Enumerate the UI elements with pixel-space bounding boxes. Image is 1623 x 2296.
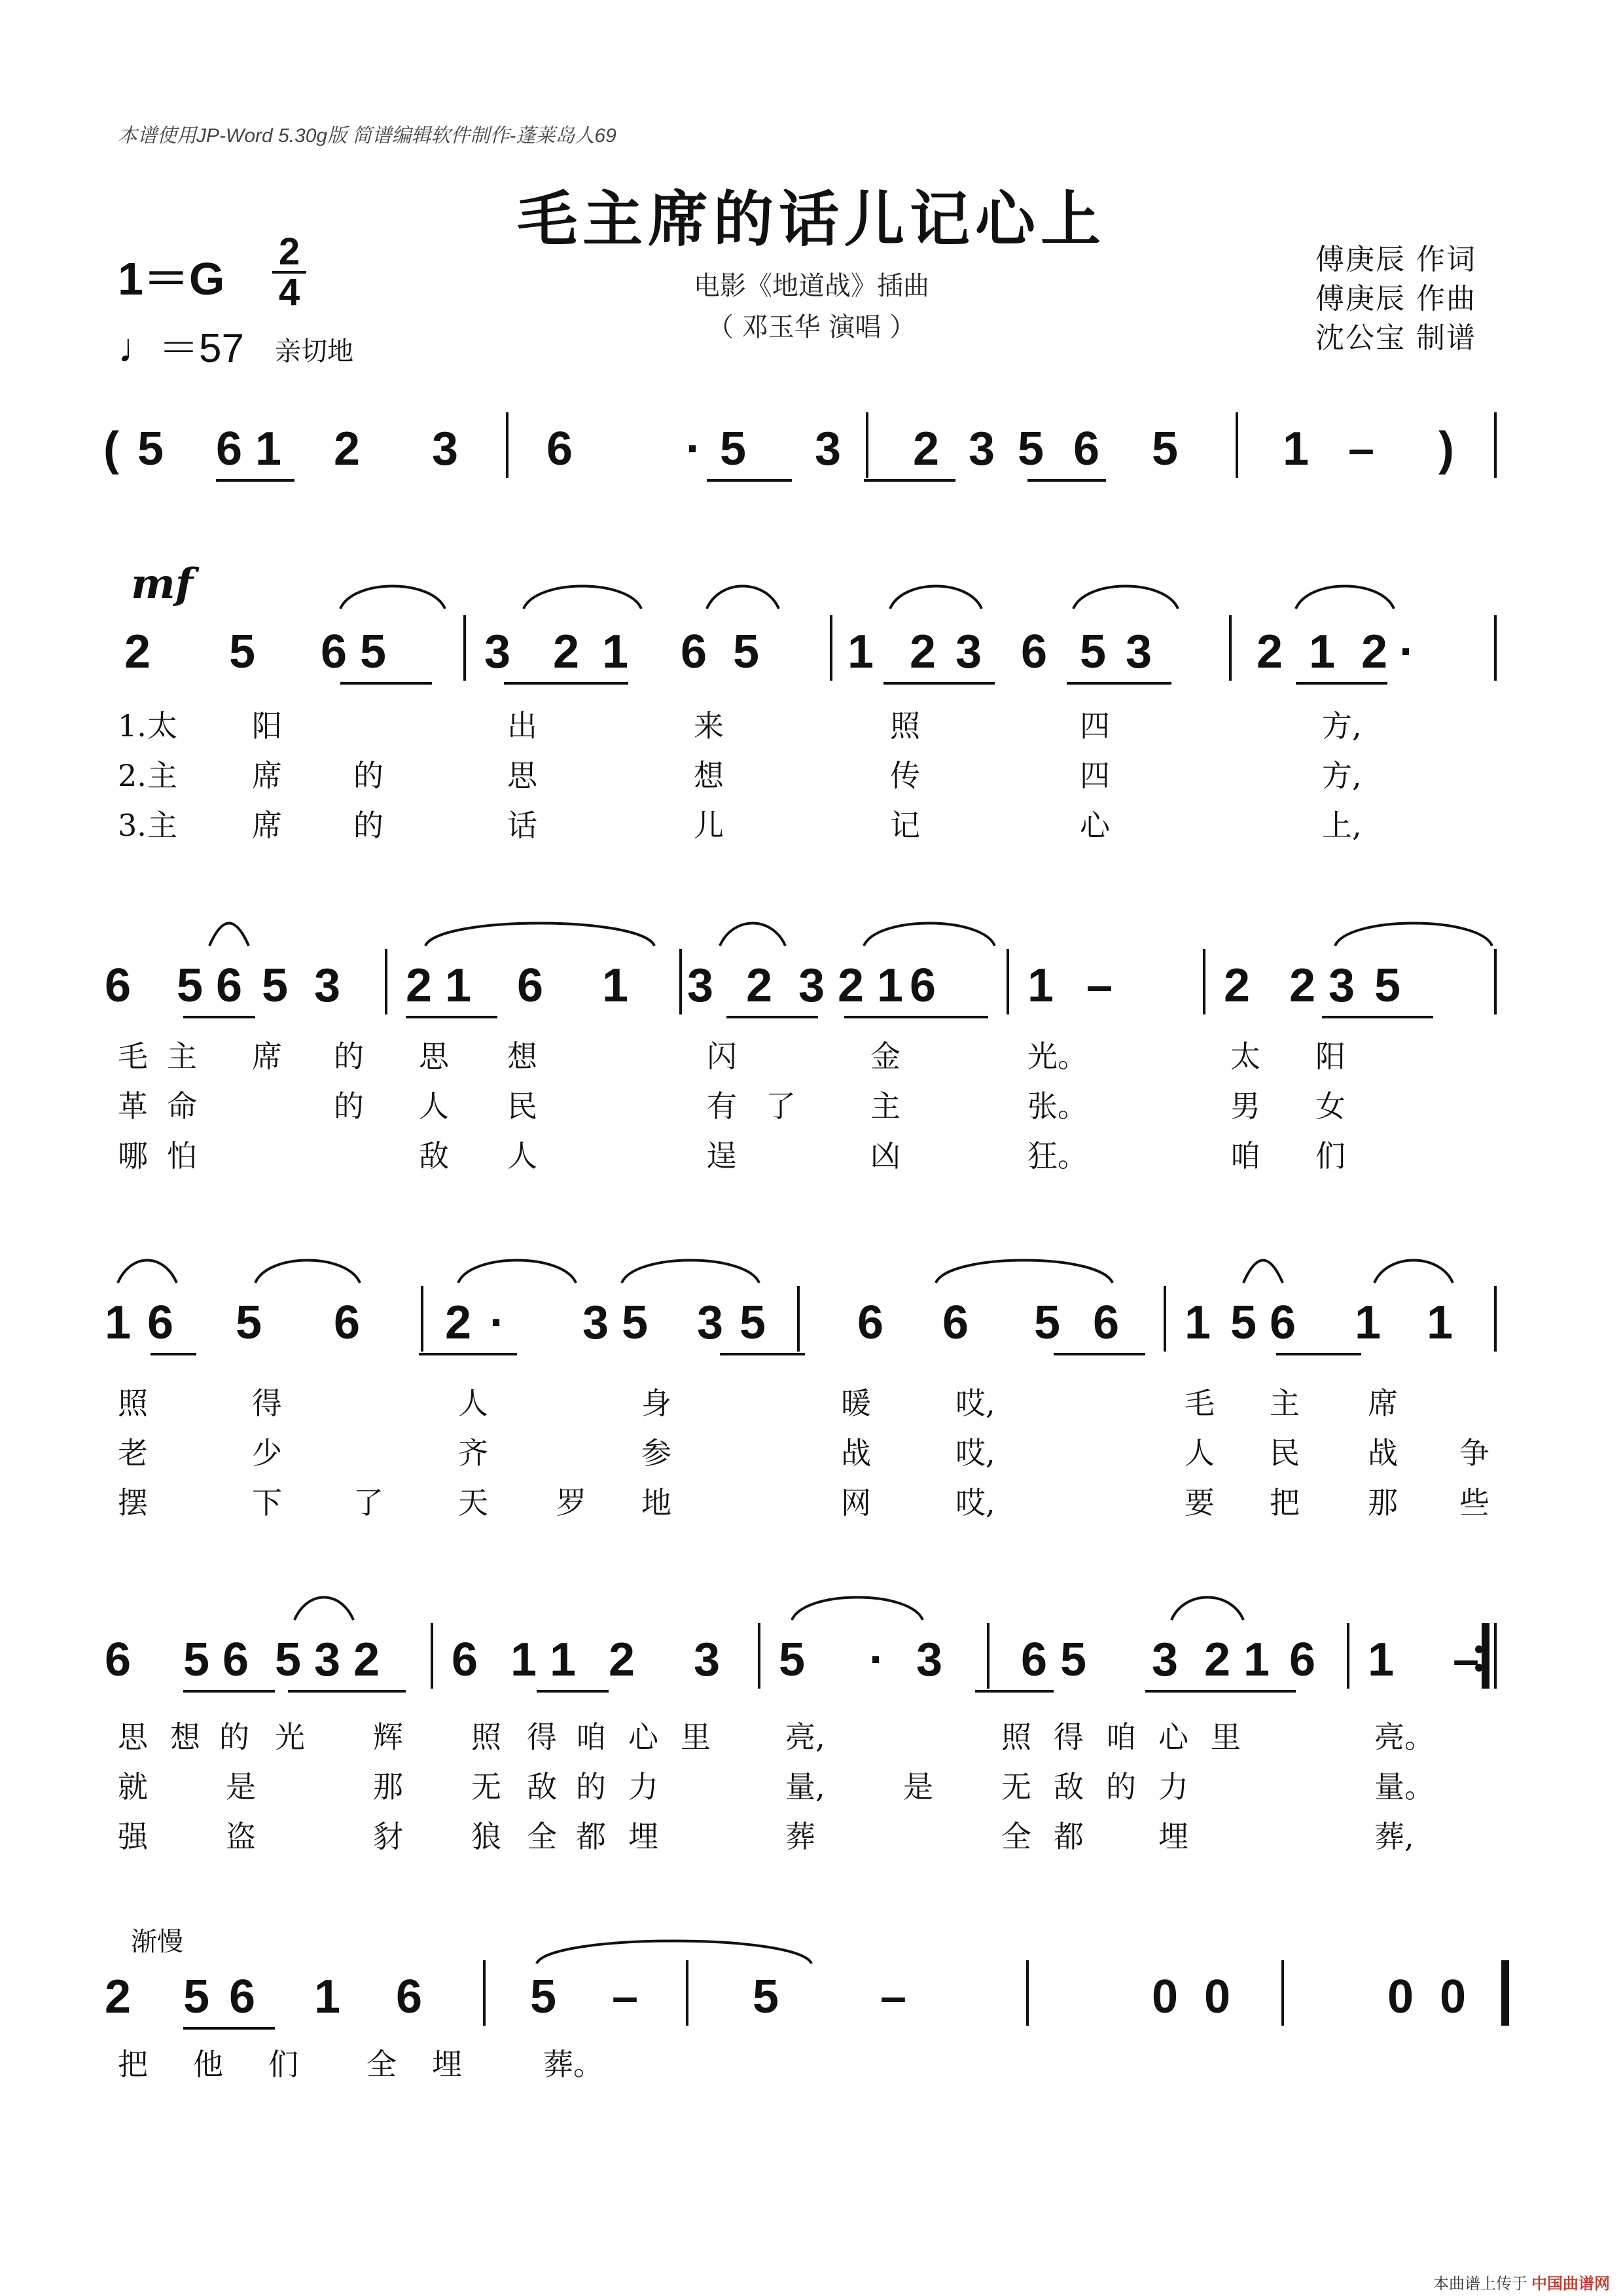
- note: 0: [1439, 1971, 1467, 2023]
- lyric-syllable: 摆: [118, 1485, 148, 1520]
- lyric-syllable: 太: [1230, 1039, 1260, 1074]
- lyric-syllable: 心: [1158, 1719, 1188, 1755]
- note: 0: [1204, 1971, 1231, 2023]
- lyric-syllable: 葬,: [1374, 1819, 1414, 1854]
- note: 5: [719, 423, 747, 475]
- lyric-syllable: 出: [507, 708, 537, 744]
- lyric-syllable: 光。: [1027, 1039, 1088, 1074]
- note: 6: [546, 423, 573, 475]
- lyric-syllable: 有: [707, 1088, 737, 1124]
- lyric-syllable: 四: [1080, 708, 1110, 744]
- note: 3: [1151, 1634, 1179, 1686]
- lyric-syllable: 闪: [707, 1039, 737, 1074]
- note: 3: [955, 626, 982, 678]
- footer-site: 中国曲谱网: [1531, 2274, 1610, 2293]
- note: 2: [333, 423, 361, 475]
- note: 0: [1151, 1971, 1179, 2023]
- note: 6: [215, 960, 243, 1012]
- slur: [294, 1598, 353, 1621]
- lyric-syllable: 的: [334, 1039, 364, 1074]
- dash-extension: –: [880, 1971, 907, 2023]
- lyric-syllable: 的: [334, 1088, 364, 1124]
- slur: [425, 924, 654, 946]
- lyric-syllable: 民: [507, 1088, 537, 1124]
- lyric-syllable: 1.: [118, 708, 147, 744]
- note: 6: [909, 960, 936, 1012]
- lyric-syllable: 想: [170, 1719, 200, 1755]
- note: 5: [1151, 423, 1179, 475]
- note: 6: [228, 1971, 256, 2023]
- note: ): [1438, 423, 1454, 475]
- slur: [1374, 1261, 1453, 1283]
- slur: [792, 1598, 923, 1621]
- lyric-syllable: 争: [1459, 1435, 1489, 1471]
- lyric-syllable: 照: [890, 708, 920, 744]
- note: 2: [1361, 626, 1388, 678]
- note: 5: [1374, 960, 1401, 1012]
- note: 5: [621, 1297, 649, 1349]
- lyric-syllable: 咱: [1106, 1719, 1136, 1755]
- note: 2: [444, 1297, 472, 1349]
- lyric-syllable: 阳: [252, 708, 282, 744]
- note: 2: [405, 960, 433, 1012]
- note: 5: [261, 960, 289, 1012]
- lyric-syllable: 暖: [841, 1386, 871, 1421]
- note: 1: [601, 960, 629, 1012]
- slur: [864, 924, 995, 946]
- note: 6: [395, 1971, 423, 2023]
- footer-credit: [1433, 2270, 1610, 2293]
- note: 2: [1223, 960, 1251, 1012]
- note: 3: [687, 960, 714, 1012]
- lyric-syllable: 的: [219, 1719, 249, 1755]
- note: 5: [228, 626, 256, 678]
- note: 6: [320, 626, 348, 678]
- note: 1: [444, 960, 472, 1012]
- lyric-syllable: 方,: [1322, 708, 1362, 744]
- augmentation-dot: ·: [869, 1634, 885, 1686]
- note: 6: [222, 1634, 249, 1686]
- lyric-syllable: 们: [1315, 1138, 1346, 1174]
- transcriber-credit: 沈公宝 制谱: [1315, 321, 1476, 355]
- lyric-syllable: 都: [576, 1819, 606, 1854]
- note: (: [103, 423, 119, 475]
- composer-credit: 傅庚辰 作曲: [1315, 282, 1476, 315]
- note: 2: [909, 626, 936, 678]
- lyric-syllable: 毛: [118, 1039, 148, 1074]
- augmentation-dot: ·: [686, 423, 702, 475]
- note: 5: [529, 1971, 557, 2023]
- note: 5: [359, 626, 387, 678]
- note: 1: [255, 423, 282, 475]
- note: 1: [847, 626, 874, 678]
- note: 1: [313, 1971, 341, 2023]
- note: 2: [912, 423, 940, 475]
- lyric-syllable: 地: [641, 1485, 671, 1520]
- lyric-syllable: 3.: [118, 808, 147, 843]
- note: 1: [1184, 1297, 1211, 1349]
- lyric-syllable: 哎,: [955, 1435, 995, 1471]
- slur: [118, 1261, 177, 1283]
- lyric-syllable: 人: [1185, 1435, 1215, 1471]
- note: 6: [857, 1297, 884, 1349]
- note: 3: [968, 423, 995, 475]
- note: 1: [1308, 626, 1336, 678]
- rit-marking: 渐慢: [131, 1927, 183, 1957]
- lyric-syllable: 席: [252, 808, 282, 843]
- lyric-syllable: 太: [147, 708, 177, 744]
- lyric-syllable: 光: [275, 1719, 305, 1755]
- note: 2: [1204, 1634, 1231, 1686]
- lyricist-credit: 傅庚辰 作词: [1315, 243, 1476, 276]
- note: 1: [549, 1634, 577, 1686]
- song-subtitle: 电影《地道战》插曲: [694, 271, 929, 301]
- note: 6: [1092, 1297, 1120, 1349]
- note: 6: [1020, 1634, 1048, 1686]
- note: 6: [1289, 1634, 1316, 1686]
- lyric-syllable: 埋: [628, 1819, 658, 1854]
- slur: [537, 1941, 812, 1964]
- lyric-syllable: 狂。: [1027, 1138, 1088, 1174]
- software-credit: 本谱使用JP-Word 5.30g版 简谱编辑软件制作-蓬莱岛人69: [118, 125, 616, 147]
- note: 5: [137, 423, 164, 475]
- expression-marking: 亲切地: [275, 336, 353, 367]
- note: 3: [582, 1297, 609, 1349]
- lyric-syllable: 埋: [1158, 1819, 1188, 1854]
- lyric-syllable: 命: [167, 1088, 197, 1124]
- lyric-syllable: 金: [870, 1039, 901, 1074]
- lyric-syllable: 阳: [1315, 1039, 1346, 1074]
- lyric-syllable: 席: [1368, 1386, 1398, 1421]
- lyric-syllable: 他: [193, 2047, 223, 2082]
- lyric-syllable: 四: [1080, 758, 1110, 793]
- note: 1: [510, 1634, 537, 1686]
- note: 3: [916, 1634, 943, 1686]
- note: 5: [235, 1297, 262, 1349]
- lyric-syllable: 天: [458, 1485, 488, 1520]
- lyric-syllable: 量,: [785, 1769, 825, 1804]
- dash-extension: –: [1452, 1634, 1480, 1686]
- note: 1: [1243, 1634, 1270, 1686]
- note: 1: [601, 626, 629, 678]
- lyric-syllable: 身: [641, 1386, 671, 1421]
- note: 6: [104, 960, 132, 1012]
- lyric-syllable: 敌: [419, 1138, 449, 1174]
- lyric-syllable: 上,: [1322, 808, 1362, 843]
- lyric-syllable: 席: [252, 758, 282, 793]
- lyric-syllable: 革: [118, 1088, 148, 1124]
- lyric-syllable: 席: [252, 1039, 282, 1074]
- note: 3: [693, 1634, 721, 1686]
- tempo-marking: ♩＝57: [118, 326, 244, 371]
- lyric-syllable: 参: [641, 1435, 671, 1471]
- lyric-syllable: 思: [419, 1039, 449, 1074]
- lyric-syllable: 下: [252, 1485, 282, 1520]
- lyric-syllable: 齐: [458, 1435, 488, 1471]
- augmentation-dot: ·: [1399, 626, 1415, 678]
- dash-extension: –: [1086, 960, 1113, 1012]
- lyric-syllable: 思: [507, 758, 537, 793]
- lyric-syllable: 主: [1270, 1386, 1300, 1421]
- lyric-syllable: 全: [527, 1819, 557, 1854]
- lyric-syllable: 是: [226, 1769, 256, 1804]
- note: 3: [798, 960, 825, 1012]
- note: 5: [274, 1634, 302, 1686]
- lyric-syllable: 那: [373, 1769, 403, 1804]
- lyric-syllable: 咱: [1230, 1138, 1260, 1174]
- note: 5: [778, 1634, 806, 1686]
- lyric-syllable: 老: [118, 1435, 148, 1471]
- note: 5: [176, 960, 204, 1012]
- slur: [524, 586, 641, 609]
- slur: [255, 1261, 360, 1283]
- note: 2: [124, 626, 151, 678]
- lyric-syllable: 记: [890, 808, 920, 843]
- lyric-syllable: 儿: [694, 808, 724, 843]
- lyric-syllable: 战: [1368, 1435, 1398, 1471]
- slur: [890, 586, 982, 609]
- lyric-syllable: 人: [507, 1138, 537, 1174]
- lyric-syllable: 的: [576, 1769, 606, 1804]
- note: 3: [1328, 960, 1355, 1012]
- note: 6: [1269, 1297, 1296, 1349]
- lyric-syllable: 盗: [226, 1819, 256, 1854]
- lyric-syllable: 传: [890, 758, 920, 793]
- note: 5: [1230, 1297, 1257, 1349]
- song-title: 毛主席的话儿记心上: [516, 184, 1106, 255]
- slur: [1296, 586, 1394, 609]
- note: 3: [484, 626, 511, 678]
- lyric-syllable: 方,: [1322, 758, 1362, 793]
- note: 6: [104, 1634, 132, 1686]
- note: 5: [752, 1971, 779, 2023]
- lyric-syllable: 来: [694, 708, 724, 744]
- lyric-syllable: 葬。: [543, 2047, 603, 2082]
- note: 6: [451, 1634, 478, 1686]
- note: 3: [313, 1634, 341, 1686]
- note: 6: [147, 1297, 174, 1349]
- lyric-syllable: 亮,: [785, 1719, 825, 1755]
- slur: [209, 924, 249, 946]
- note: 1: [1027, 960, 1054, 1012]
- lyric-syllable: 咱: [576, 1719, 606, 1755]
- note: 3: [313, 960, 341, 1012]
- lyric-syllable: 人: [458, 1386, 488, 1421]
- note: 3: [696, 1297, 724, 1349]
- dynamic-mf: mf: [131, 560, 194, 609]
- lyric-syllable: 里: [681, 1719, 711, 1755]
- lyric-syllable: 罗: [556, 1485, 586, 1520]
- lyric-syllable: 全: [366, 2047, 397, 2082]
- note: 5: [1033, 1297, 1061, 1349]
- lyric-syllable: 些: [1459, 1485, 1489, 1520]
- lyric-syllable: 那: [1368, 1485, 1398, 1520]
- slur: [622, 1261, 759, 1283]
- lyric-syllable: 得: [1054, 1719, 1084, 1755]
- lyric-syllable: 民: [1270, 1435, 1300, 1471]
- note: 2: [1289, 960, 1316, 1012]
- lyric-syllable: 凶: [870, 1138, 901, 1174]
- lyric-syllable: 敌: [527, 1769, 557, 1804]
- lyric-syllable: 照: [118, 1386, 148, 1421]
- note: 6: [516, 960, 544, 1012]
- note: 6: [1020, 626, 1048, 678]
- lyric-syllable: 人: [419, 1088, 449, 1124]
- lyric-syllable: 主: [167, 1039, 197, 1074]
- lyric-syllable: 的: [353, 808, 383, 843]
- lyric-syllable: 战: [841, 1435, 871, 1471]
- lyric-syllable: 葬: [785, 1819, 815, 1854]
- lyric-syllable: 男: [1230, 1088, 1260, 1124]
- note: 1: [1367, 1634, 1395, 1686]
- lyric-syllable: 量。: [1374, 1769, 1435, 1804]
- lyric-syllable: 无: [471, 1769, 501, 1804]
- dash-extension: –: [1347, 423, 1375, 475]
- lyric-syllable: 了: [766, 1088, 796, 1124]
- note: 5: [1017, 423, 1044, 475]
- note: 1: [876, 960, 904, 1012]
- note: 5: [183, 1971, 210, 2023]
- lyric-syllable: 亮。: [1374, 1719, 1435, 1755]
- note: 1: [104, 1297, 132, 1349]
- slur: [458, 1261, 576, 1283]
- note: 3: [431, 423, 459, 475]
- lyric-syllable: 埋: [432, 2047, 462, 2082]
- lyric-syllable: 无: [1001, 1769, 1031, 1804]
- lyric-syllable: 得: [527, 1719, 557, 1755]
- note: 1: [1354, 1297, 1382, 1349]
- note: 2: [608, 1634, 635, 1686]
- lyric-syllable: 照: [1001, 1719, 1031, 1755]
- note: 6: [333, 1297, 361, 1349]
- lyric-syllable: 辉: [373, 1719, 403, 1755]
- note: 6: [942, 1297, 969, 1349]
- lyric-syllable: 敌: [1054, 1769, 1084, 1804]
- lyric-syllable: 思: [118, 1719, 148, 1755]
- lyric-syllable: 女: [1315, 1088, 1346, 1124]
- lyric-syllable: 是: [903, 1769, 933, 1804]
- lyric-syllable: 哎,: [955, 1485, 995, 1520]
- time-top: 2: [278, 230, 300, 273]
- augmentation-dot: ·: [490, 1297, 505, 1349]
- lyric-syllable: 狼: [471, 1819, 501, 1854]
- slur: [936, 1261, 1113, 1283]
- lyric-syllable: 把: [118, 2047, 148, 2082]
- lyric-syllable: 力: [628, 1769, 658, 1804]
- lyric-syllable: 全: [1001, 1819, 1031, 1854]
- note: 0: [1387, 1971, 1414, 2023]
- lyric-syllable: 要: [1185, 1485, 1215, 1520]
- slur: [707, 586, 779, 609]
- lyric-syllable: 豺: [373, 1819, 403, 1854]
- lyric-syllable: 的: [353, 758, 383, 793]
- slur: [1335, 924, 1492, 946]
- lyric-syllable: 少: [252, 1435, 282, 1471]
- slur: [720, 924, 785, 946]
- note: 6: [215, 423, 243, 475]
- lyric-syllable: 2.: [118, 758, 147, 793]
- lyric-syllable: 哪: [118, 1138, 148, 1174]
- footer-upload: 本曲谱上传于: [1433, 2274, 1527, 2293]
- lyric-syllable: 主: [147, 808, 177, 843]
- dash-extension: –: [611, 1971, 639, 2023]
- lyric-syllable: 照: [471, 1719, 501, 1755]
- note: 2: [104, 1971, 132, 2023]
- key-signature: 1＝G: [118, 253, 225, 304]
- lyric-syllable: 主: [870, 1088, 901, 1124]
- lyric-syllable: 心: [1080, 808, 1110, 843]
- lyric-syllable: 就: [118, 1769, 148, 1804]
- note: 1: [1282, 423, 1310, 475]
- lyric-syllable: 哎,: [955, 1386, 995, 1421]
- slur: [340, 586, 445, 609]
- lyric-syllable: 心: [628, 1719, 658, 1755]
- lyric-syllable: 想: [694, 758, 724, 793]
- note: 5: [1079, 626, 1107, 678]
- lyric-syllable: 了: [353, 1485, 383, 1520]
- note: 5: [1060, 1634, 1087, 1686]
- note: 5: [183, 1634, 210, 1686]
- lyric-syllable: 话: [507, 808, 537, 843]
- lyric-syllable: 毛: [1185, 1386, 1215, 1421]
- singer-credit: （ 邓玉华 演唱 ）: [707, 312, 916, 342]
- note: 6: [680, 626, 707, 678]
- lyric-syllable: 得: [252, 1386, 282, 1421]
- lyric-syllable: 张。: [1027, 1088, 1088, 1124]
- slur: [1171, 1598, 1243, 1621]
- lyric-syllable: 力: [1158, 1769, 1188, 1804]
- lyric-syllable: 里: [1211, 1719, 1241, 1755]
- time-bottom: 4: [278, 271, 300, 314]
- note: 3: [814, 423, 842, 475]
- note: 2: [552, 626, 580, 678]
- lyric-syllable: 主: [147, 758, 177, 793]
- lyric-syllable: 想: [507, 1039, 537, 1074]
- slur: [1243, 1261, 1283, 1283]
- lyric-syllable: 逞: [707, 1138, 737, 1174]
- lyric-syllable: 网: [841, 1485, 871, 1520]
- note: 2: [1256, 626, 1283, 678]
- slur: [1073, 586, 1178, 609]
- note: 2: [745, 960, 773, 1012]
- lyric-syllable: 的: [1106, 1769, 1136, 1804]
- note: 2: [837, 960, 865, 1012]
- note: 6: [1073, 423, 1100, 475]
- note: 5: [739, 1297, 766, 1349]
- note: 2: [353, 1634, 380, 1686]
- lyric-syllable: 们: [268, 2047, 298, 2082]
- lyric-syllable: 怕: [167, 1138, 197, 1174]
- lyric-syllable: 强: [118, 1819, 148, 1854]
- note: 3: [1125, 626, 1152, 678]
- lyric-syllable: 把: [1270, 1485, 1300, 1520]
- note: 5: [732, 626, 760, 678]
- lyric-syllable: 都: [1054, 1819, 1084, 1854]
- note: 1: [1426, 1297, 1454, 1349]
